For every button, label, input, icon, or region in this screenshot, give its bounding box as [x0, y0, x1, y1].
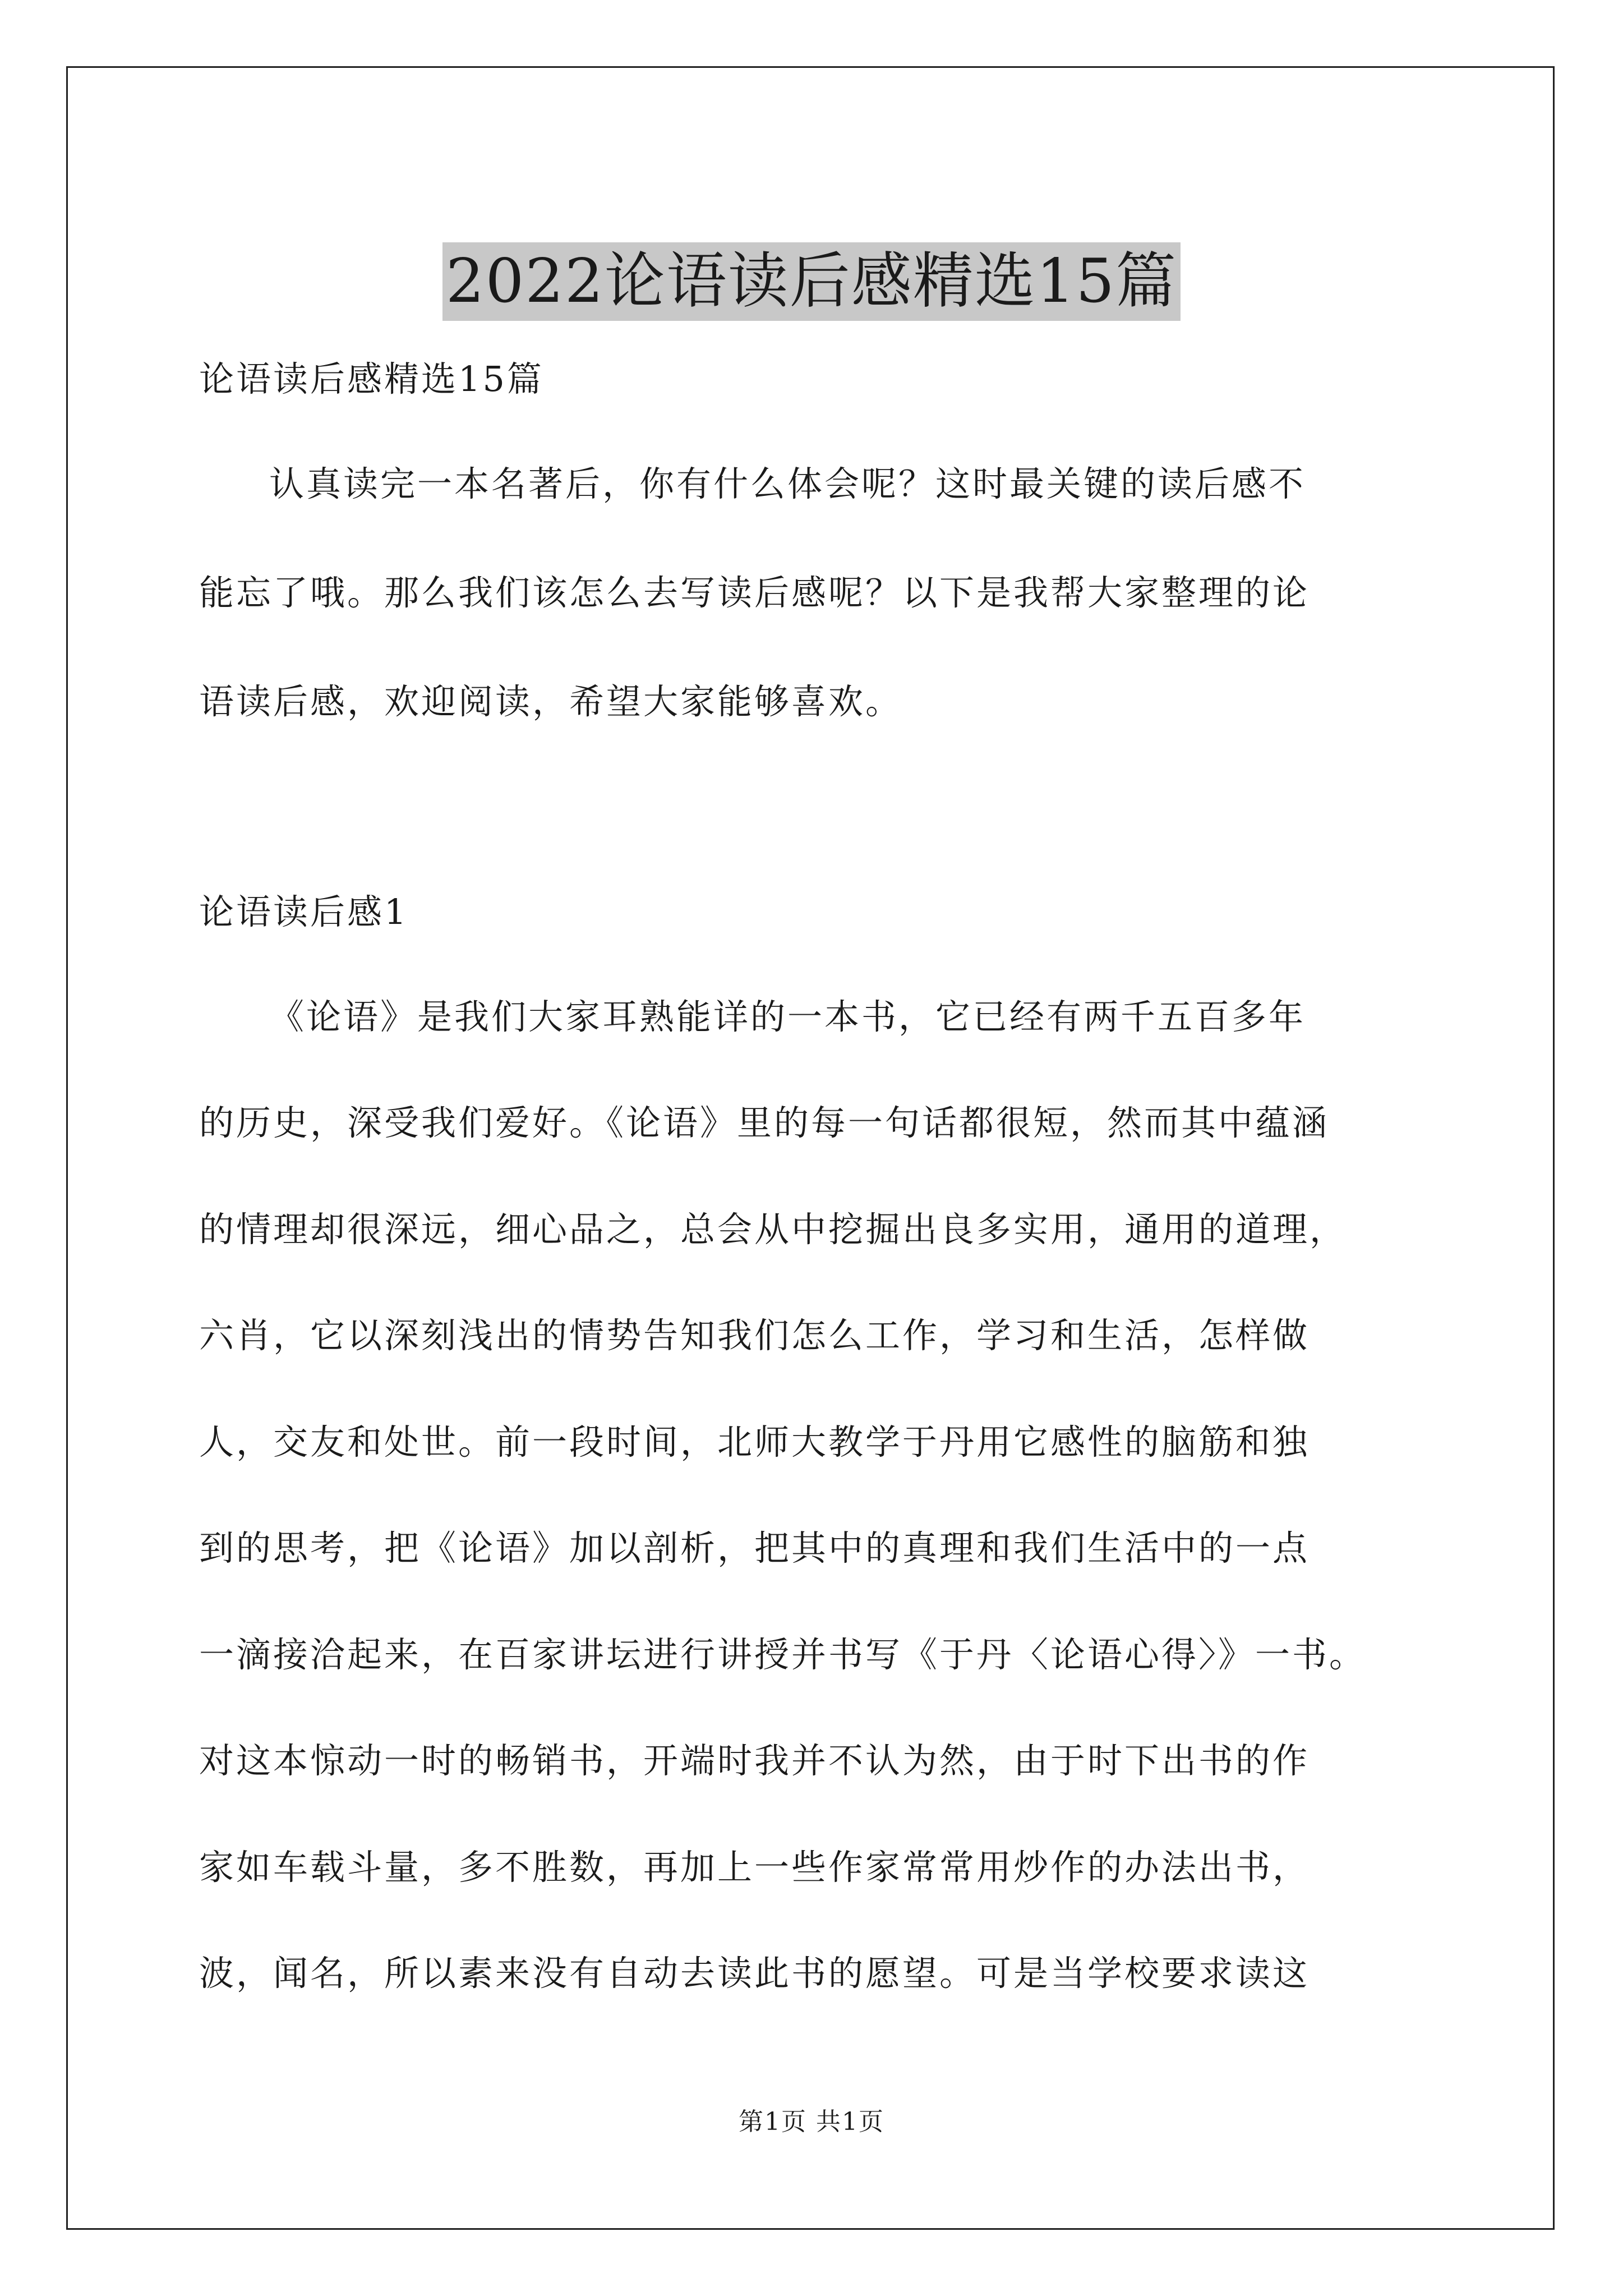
body-line: 的历史，深受我们爱好。《论语》里的每一句话都很短，然而其中蕴涵 [199, 1102, 1330, 1143]
body-line: 的情理却很深远，细心品之，总会从中挖掘出良多实用，通用的道理， [199, 1209, 1347, 1250]
body-line: 家如车载斗量，多不胜数，再加上一些作家常常用炒作的办法出书， [199, 1847, 1310, 1888]
body-line: 《论语》是我们大家耳熟能详的一本书，它已经有两千五百多年 [269, 996, 1306, 1037]
intro-line: 语读后感，欢迎阅读，希望大家能够喜欢。 [199, 681, 903, 722]
body-line: 一滴接洽起来，在百家讲坛进行讲授并书写《于丹〈论语心得〉》一书。 [199, 1634, 1367, 1675]
document-subtitle: 论语读后感精选15篇 [199, 358, 544, 399]
intro-line: 能忘了哦。那么我们该怎么去写读后感呢？以下是我帮大家整理的论 [199, 572, 1310, 613]
body-line: 对这本惊动一时的畅销书，开端时我并不认为然，由于时下出书的作 [199, 1740, 1310, 1781]
section-heading: 论语读后感1 [199, 891, 409, 932]
body-line: 人，交友和处世。前一段时间，北师大教学于丹用它感性的脑筋和独 [199, 1421, 1310, 1462]
body-line: 波，闻名，所以素来没有自动去读此书的愿望。可是当学校要求读这 [199, 1953, 1310, 1994]
page-footer: 第1页 共1页 [739, 2108, 884, 2136]
intro-line: 认真读完一本名著后，你有什么体会呢？这时最关键的读后感不 [269, 463, 1306, 504]
body-line: 六肖，它以深刻浅出的情势告知我们怎么工作，学习和生活，怎样做 [199, 1315, 1310, 1356]
document-title: 2022论语读后感精选15篇 [442, 242, 1181, 321]
body-line: 到的思考，把《论语》加以剖析，把其中的真理和我们生活中的一点 [199, 1527, 1310, 1568]
title-container [0, 202, 1623, 362]
